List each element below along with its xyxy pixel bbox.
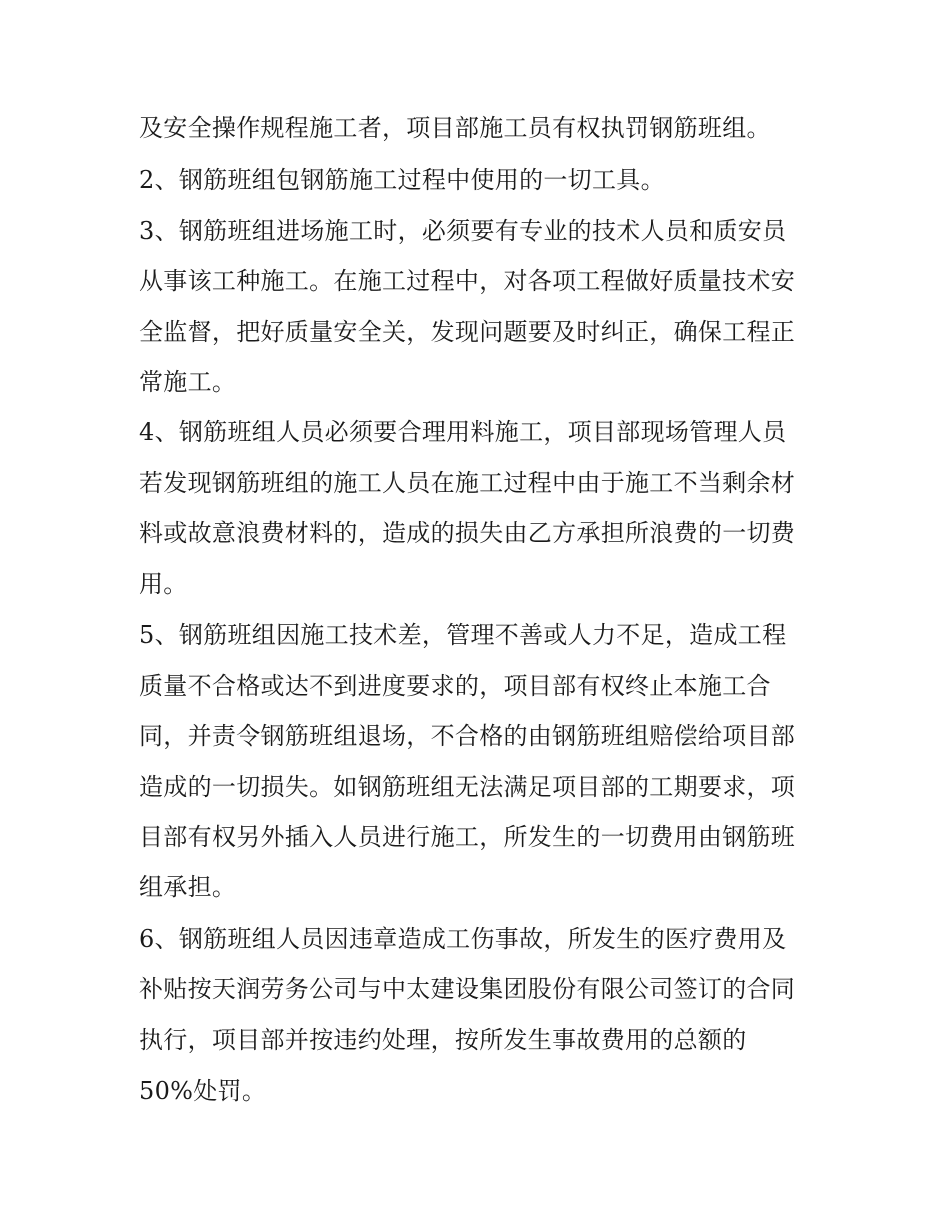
text-line: 50%处罚。: [139, 1077, 267, 1105]
text-line: 3、钢筋班组进场施工时，必须要有专业的技术人员和质安员: [139, 217, 787, 245]
text-line: 若发现钢筋班组的施工人员在施工过程中由于施工不当剩余材: [139, 469, 796, 497]
text-line: 全监督，把好质量安全关，发现问题要及时纠正，确保工程正: [139, 318, 796, 346]
text-line: 从事该工种施工。在施工过程中，对各项工程做好质量技术安: [139, 267, 796, 295]
text-line: 6、钢筋班组人员因违章造成工伤事故，所发生的医疗费用及: [139, 925, 787, 953]
text-line: 补贴按天润劳务公司与中太建设集团股份有限公司签订的合同: [139, 975, 796, 1003]
text-line: 及安全操作规程施工者，项目部施工员有权执罚钢筋班组。: [139, 114, 771, 142]
text-line: 执行，项目部并按违约处理，按所发生事故费用的总额的: [139, 1026, 747, 1054]
text-line: 造成的一切损失。如钢筋班组无法满足项目部的工期要求，项: [139, 773, 796, 801]
text-line: 同，并责令钢筋班组退场，不合格的由钢筋班组赔偿给项目部: [139, 722, 796, 750]
text-line: 质量不合格或达不到进度要求的，项目部有权终止本施工合: [139, 672, 771, 700]
text-line: 2、钢筋班组包钢筋施工过程中使用的一切工具。: [139, 166, 665, 194]
text-line: 料或故意浪费材料的，造成的损失由乙方承担所浪费的一切费: [139, 519, 796, 547]
text-line: 常施工。: [139, 368, 237, 396]
text-line: 目部有权另外插入人员进行施工，所发生的一切费用由钢筋班: [139, 823, 796, 851]
text-line: 组承担。: [139, 873, 237, 901]
text-line: 4、钢筋班组人员必须要合理用料施工，项目部现场管理人员: [139, 418, 787, 446]
text-line: 用。: [139, 570, 188, 598]
text-line: 5、钢筋班组因施工技术差，管理不善或人力不足，造成工程: [139, 621, 787, 649]
